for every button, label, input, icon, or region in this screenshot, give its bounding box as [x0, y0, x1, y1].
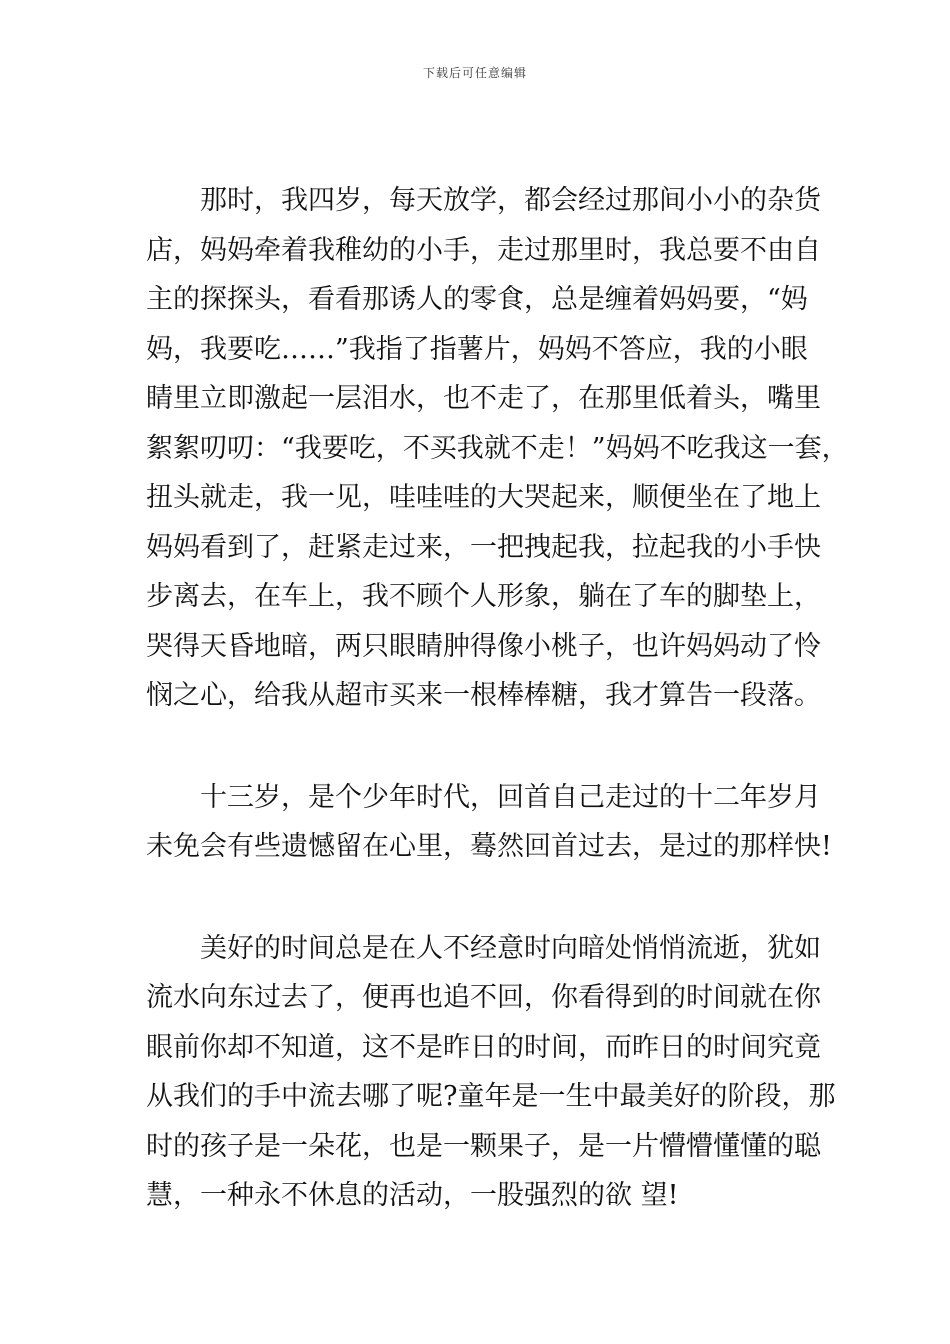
text-line: 絮絮叨叨：“我要吃，不买我就不走！”妈妈不吃我这一套， [146, 432, 849, 464]
text-line: 美好的时间总是在人不经意时向暗处悄悄流逝，犹如 [146, 932, 821, 964]
paragraph-1 [146, 176, 849, 721]
text-line: 十三岁，是个少年时代，回首自己走过的十二年岁月 [146, 781, 821, 813]
paragraph-2 [146, 773, 836, 872]
page-header-note: 下载后可任意编辑 [422, 66, 527, 80]
text-line: 眼前你却不知道，这不是昨日的时间，而昨日的时间究竟 [146, 1031, 821, 1063]
text-line: 流水向东过去了，便再也追不回，你看得到的时间就在你 [146, 982, 821, 1013]
text-line: 步离去，在车上，我不顾个人形象，躺在了车的脚垫上， [146, 581, 821, 612]
text-line: 妈妈看到了，赶紧走过来，一把拽起我，拉起我的小手快 [146, 531, 821, 563]
text-line: 主的探探头，看看那诱人的零食，总是缠着妈妈要，“妈 [146, 284, 808, 315]
document-body [146, 176, 849, 1273]
text-line: 妈，我要吃……”我指了指薯片，妈妈不答应，我的小眼 [146, 333, 808, 365]
text-line: 时的孩子是一朵花，也是一颗果子，是一片懵懵懂懂的聪 [146, 1130, 821, 1162]
text-line: 悯之心，给我从超市买来一根棒棒糖，我才算告一段落。 [146, 680, 821, 711]
text-line: 扭头就走，我一见，哇哇哇的大哭起来，顺便坐在了地上 [146, 482, 821, 513]
paragraph-3 [146, 924, 836, 1221]
text-line: 店，妈妈牵着我稚幼的小手，走过那里时，我总要不由自 [146, 234, 821, 266]
text-line: 哭得天昏地暗，两只眼睛肿得像小桃子，也许妈妈动了怜 [146, 630, 821, 662]
text-line: 从我们的手中流去哪了呢?童年是一生中最美好的阶段，那 [146, 1081, 836, 1112]
text-line: 那时，我四岁，每天放学，都会经过那间小小的杂货 [146, 185, 821, 216]
text-line: 未免会有些遗憾留在心里，蓦然回首过去，是过的那样快! [146, 831, 832, 862]
text-line: 睛里立即激起一层泪水，也不走了，在那里低着头，嘴里 [146, 383, 821, 414]
text-line: 慧，一种永不休息的活动，一股强烈的欲 望! [146, 1180, 679, 1211]
